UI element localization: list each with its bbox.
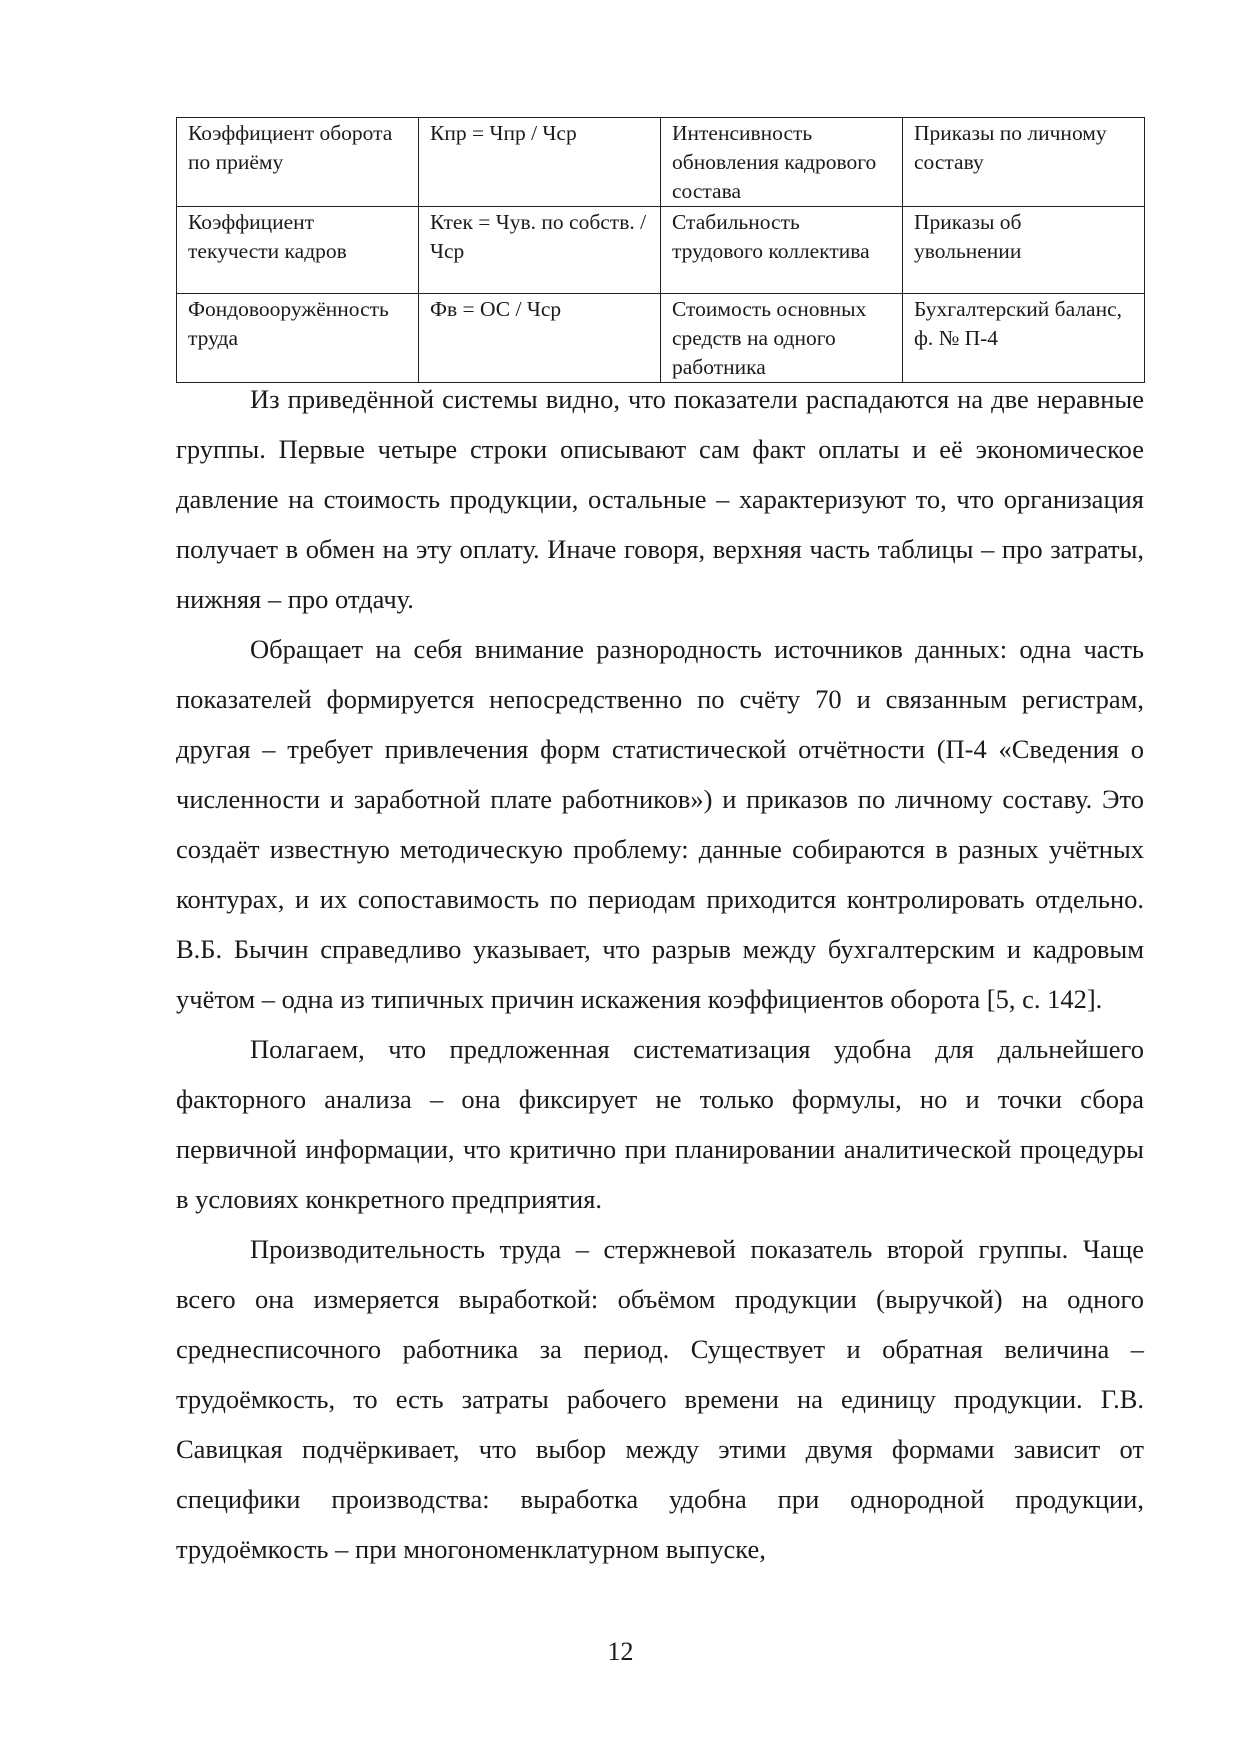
meaning-cell: Интенсивность обновления кадрового состава xyxy=(661,118,903,207)
paragraph: Полагаем, что предложенная систематизация удобна для дальнейшего факторного анализа – она фиксирует не только формулы, но и точки сбора первичной информации, что критично при планировании аналитической процедуры в условиях конкретного предприятия. xyxy=(176,1034,1144,1214)
indicator-name-cell: Фондовооружённость труда xyxy=(177,294,419,383)
formula-cell: Кпр = Чпр / Чср xyxy=(419,118,661,207)
page-number: 12 xyxy=(607,1637,634,1666)
formula-cell: Фв = ОС / Чср xyxy=(419,294,661,383)
source-cell: Приказы по личному составу xyxy=(903,118,1145,207)
formula-cell: Ктек = Чув. по собств. / Чср xyxy=(419,207,661,294)
meaning-cell: Стабильность трудового коллектива xyxy=(661,207,903,294)
table-row xyxy=(177,207,1145,294)
body-text xyxy=(176,374,1144,1574)
table-row xyxy=(177,294,1145,383)
indicator-name-cell: Коэффициент оборота по приёму xyxy=(177,118,419,207)
paragraph: Обращает на себя внимание разнородность источников данных: одна часть показателей формируется непосредственно по счёту 70 и связанным регистрам, другая – требует привлечения форм статистической отчётности (П-4 «Сведения о численности и заработной плате работников») и приказов по личному составу. Это создаёт известную методическую проблему: данные собираются в разных учётных контурах, и их сопоставимость по периодам приходится контролировать отдельно. В.Б. Бычин справедливо указывает, что разрыв между бухгалтерским и кадровым учётом – одна из типичных причин искажения коэффициентов оборота [5, с. 142]. xyxy=(176,634,1144,1014)
paragraph: Производительность труда – стержневой показатель второй группы. Чаще всего она измеряется выработкой: объёмом продукции (выручкой) на одного среднесписочного работника за период. Существует и обратная величина – трудоёмкость, то есть затраты рабочего времени на единицу продукции. Г.В. Савицкая подчёркивает, что выбор между этими двумя формами зависит от специфики производства: выработка удобна при однородной продукции, трудоёмкость – при многономенклатурном выпуске, xyxy=(176,1234,1144,1564)
table-row xyxy=(177,118,1145,207)
meaning-cell: Стоимость основных средств на одного работника xyxy=(661,294,903,383)
source-cell: Бухгалтерский баланс, ф. № П-4 xyxy=(903,294,1145,383)
indicator-name-cell: Коэффициент текучести кадров xyxy=(177,207,419,294)
indicators-table xyxy=(176,117,1145,383)
source-cell: Приказы об увольнении xyxy=(903,207,1145,294)
paragraph: Из приведённой системы видно, что показатели распадаются на две неравные группы. Первые четыре строки описывают сам факт оплаты и её экономическое давление на стоимость продукции, остальные – характеризуют то, что организация получает в обмен на эту оплату. Иначе говоря, верхняя часть таблицы – про затраты, нижняя – про отдачу. xyxy=(176,384,1144,614)
